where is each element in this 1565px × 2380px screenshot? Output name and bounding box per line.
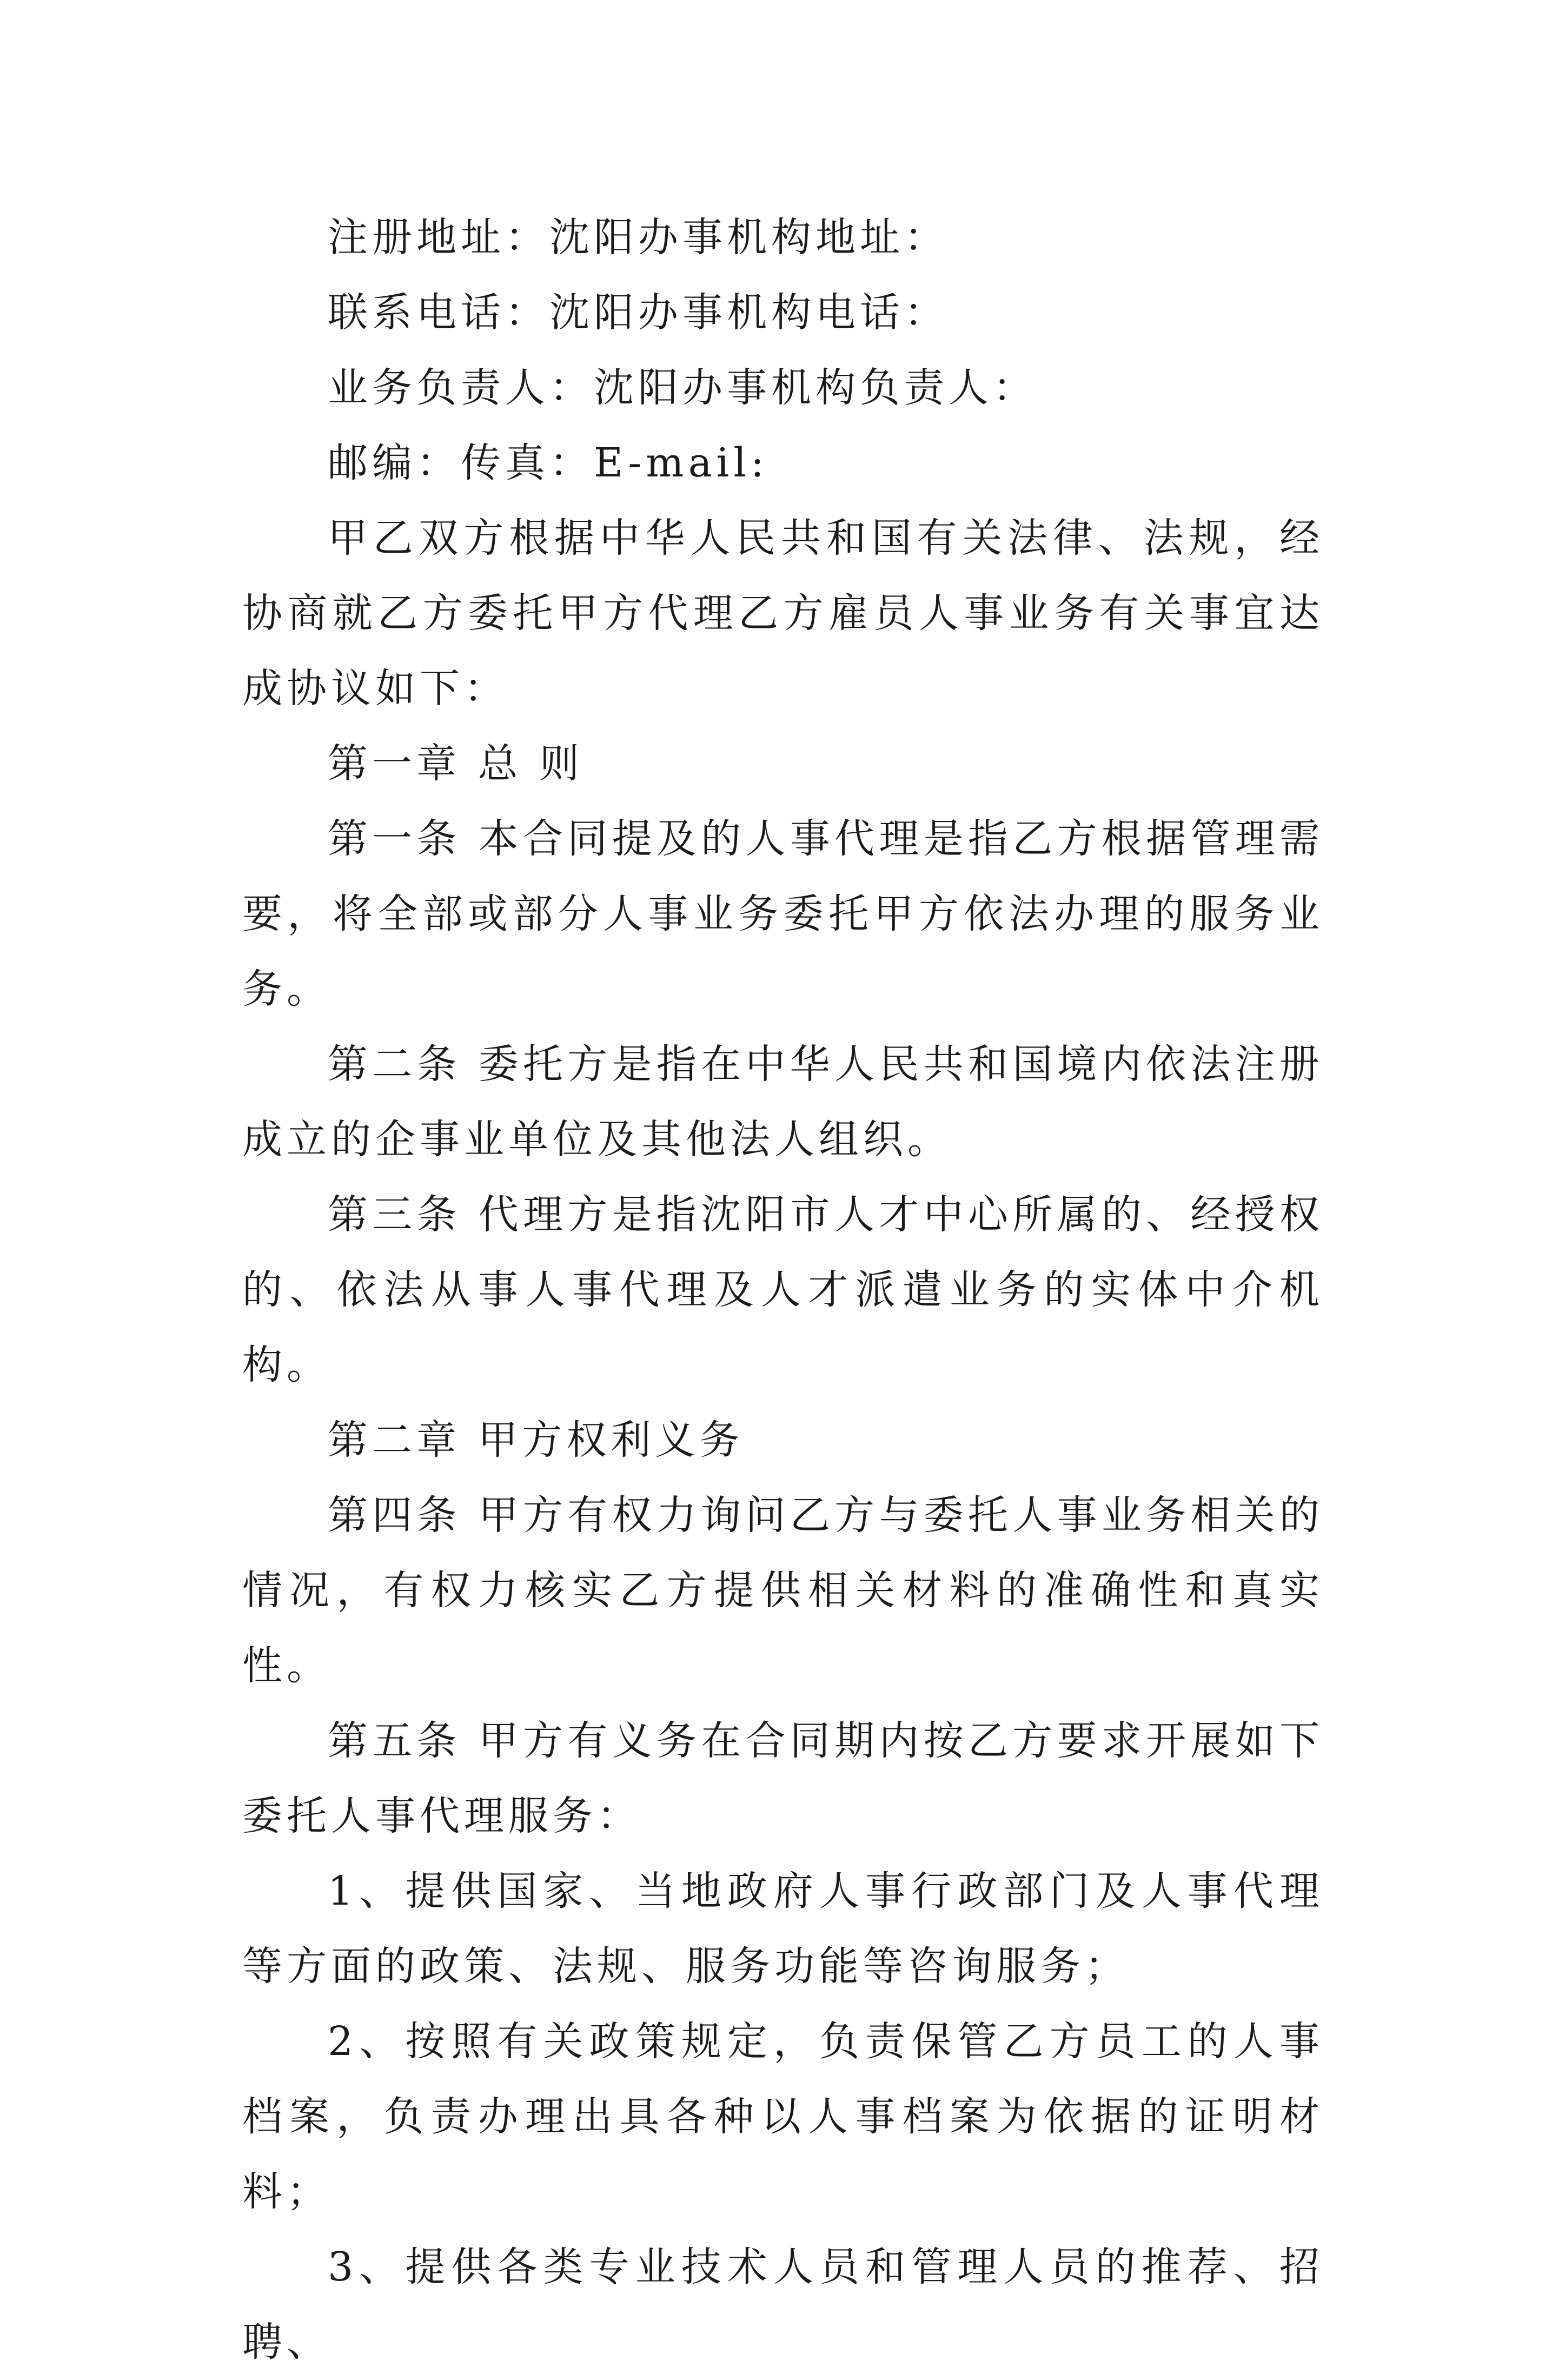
- paragraph-contact-phone: 联系电话：沈阳办事机构电话：: [328, 289, 949, 336]
- list-item-1: 1、提供国家、当地政府人事行政部门及人事代理等方面的政策、法规、服务功能等咨询服务；: [242, 1868, 1324, 1990]
- article-2: 第二条 委托方是指在中华人民共和国境内依法注册成立的企事业单位及其他法人组织。: [242, 1041, 1324, 1163]
- article-5: 第五条 甲方有义务在合同期内按乙方要求开展如下委托人事代理服务：: [242, 1718, 1324, 1839]
- document-body: [242, 200, 1324, 2380]
- paragraph-registered-address: 注册地址：沈阳办事机构地址：: [328, 214, 949, 261]
- paragraph-agreement-intro: 甲乙双方根据中华人民共和国有关法律、法规，经协商就乙方委托甲方代理乙方雇员人事业务有关事宜达成协议如下：: [242, 515, 1324, 712]
- article-4: 第四条 甲方有权力询问乙方与委托人事业务相关的情况，有权力核实乙方提供相关材料的准确性和真实性。: [242, 1492, 1324, 1689]
- paragraph-postcode-fax-email: 邮编：传真：E-mail:: [328, 440, 768, 486]
- chapter-heading-1: 第一章 总 则: [328, 740, 584, 787]
- chapter-heading-2: 第二章 甲方权利义务: [328, 1417, 744, 1463]
- article-3: 第三条 代理方是指沈阳市人才中心所属的、经授权的、依法从事人事代理及人才派遣业务的实体中介机构。: [242, 1191, 1324, 1388]
- article-1: 第一条 本合同提及的人事代理是指乙方根据管理需要，将全部或部分人事业务委托甲方依法办理的服务业务。: [242, 816, 1324, 1012]
- list-item-3: 3、提供各类专业技术人员和管理人员的推荐、招聘、: [242, 2244, 1324, 2365]
- paragraph-business-manager: 业务负责人：沈阳办事机构负责人：: [328, 364, 1037, 411]
- list-item-2: 2、按照有关政策规定，负责保管乙方员工的人事档案，负责办理出具各种以人事档案为依据的证明材料；: [242, 2018, 1324, 2215]
